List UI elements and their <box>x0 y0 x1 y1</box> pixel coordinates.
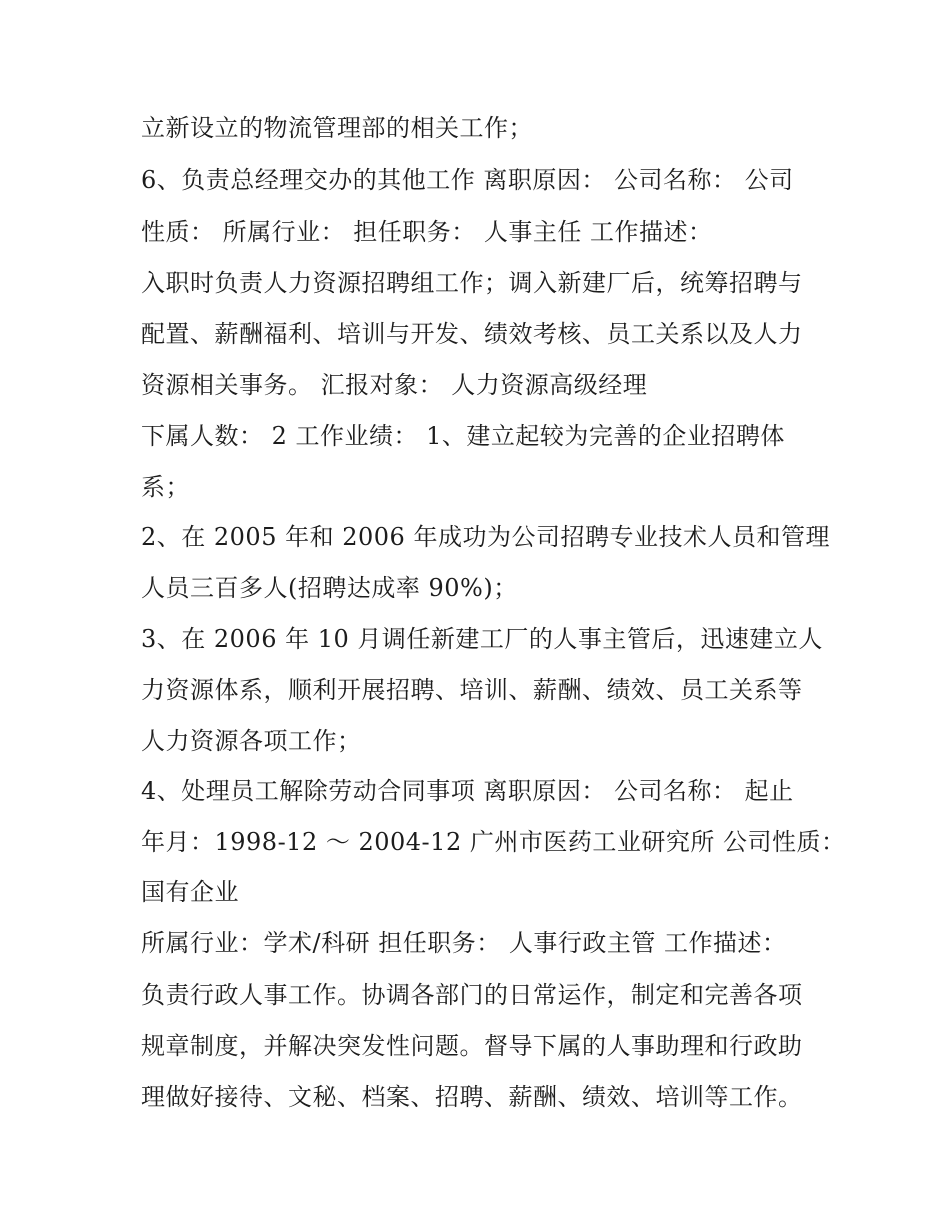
text-line: 2、在 2005 年和 2006 年成功为公司招聘专业技术人员和管理 <box>141 523 830 551</box>
text-line: 6、负责总经理交办的其他工作 离职原因： 公司名称： 公司 <box>141 166 794 194</box>
text-line: 人员三百多人(招聘达成率 90%)； <box>141 574 518 602</box>
text-line: 人力资源各项工作； <box>141 727 362 755</box>
text-line: 立新设立的物流管理部的相关工作； <box>141 114 533 142</box>
text-line: 力资源体系，顺利开展招聘、培训、薪酬、绩效、员工关系等 <box>141 676 803 704</box>
text-line: 性质： 所属行业： 担任职务： 人事主任 工作描述： <box>141 218 713 246</box>
text-line: 国有企业 <box>141 878 239 906</box>
text-line: 年月：1998-12 ～ 2004-12 广州市医药工业研究所 公司性质： <box>141 828 846 856</box>
text-line: 所属行业：学术/科研 担任职务： 人事行政主管 工作描述： <box>141 929 787 957</box>
text-line: 4、处理员工解除劳动合同事项 离职原因： 公司名称： 起止 <box>141 777 794 805</box>
text-line: 负责行政人事工作。协调各部门的日常运作，制定和完善各项 <box>141 981 803 1009</box>
text-line: 配置、薪酬福利、培训与开发、绩效考核、员工关系以及人力 <box>141 320 803 348</box>
text-line: 3、在 2006 年 10 月调任新建工厂的人事主管后，迅速建立人 <box>141 625 823 653</box>
text-line: 下属人数： 2 工作业绩： 1、建立起较为完善的企业招聘体 <box>141 422 785 450</box>
text-line: 入职时负责人力资源招聘组工作；调入新建厂后，统筹招聘与 <box>141 269 803 297</box>
text-line: 规章制度，并解决突发性问题。督导下属的人事助理和行政助 <box>141 1032 803 1060</box>
text-line: 系； <box>141 473 190 501</box>
text-line: 资源相关事务。 汇报对象： 人力资源高级经理 <box>141 371 648 399</box>
text-line: 理做好接待、文秘、档案、招聘、薪酬、绩效、培训等工作。 <box>141 1083 803 1111</box>
